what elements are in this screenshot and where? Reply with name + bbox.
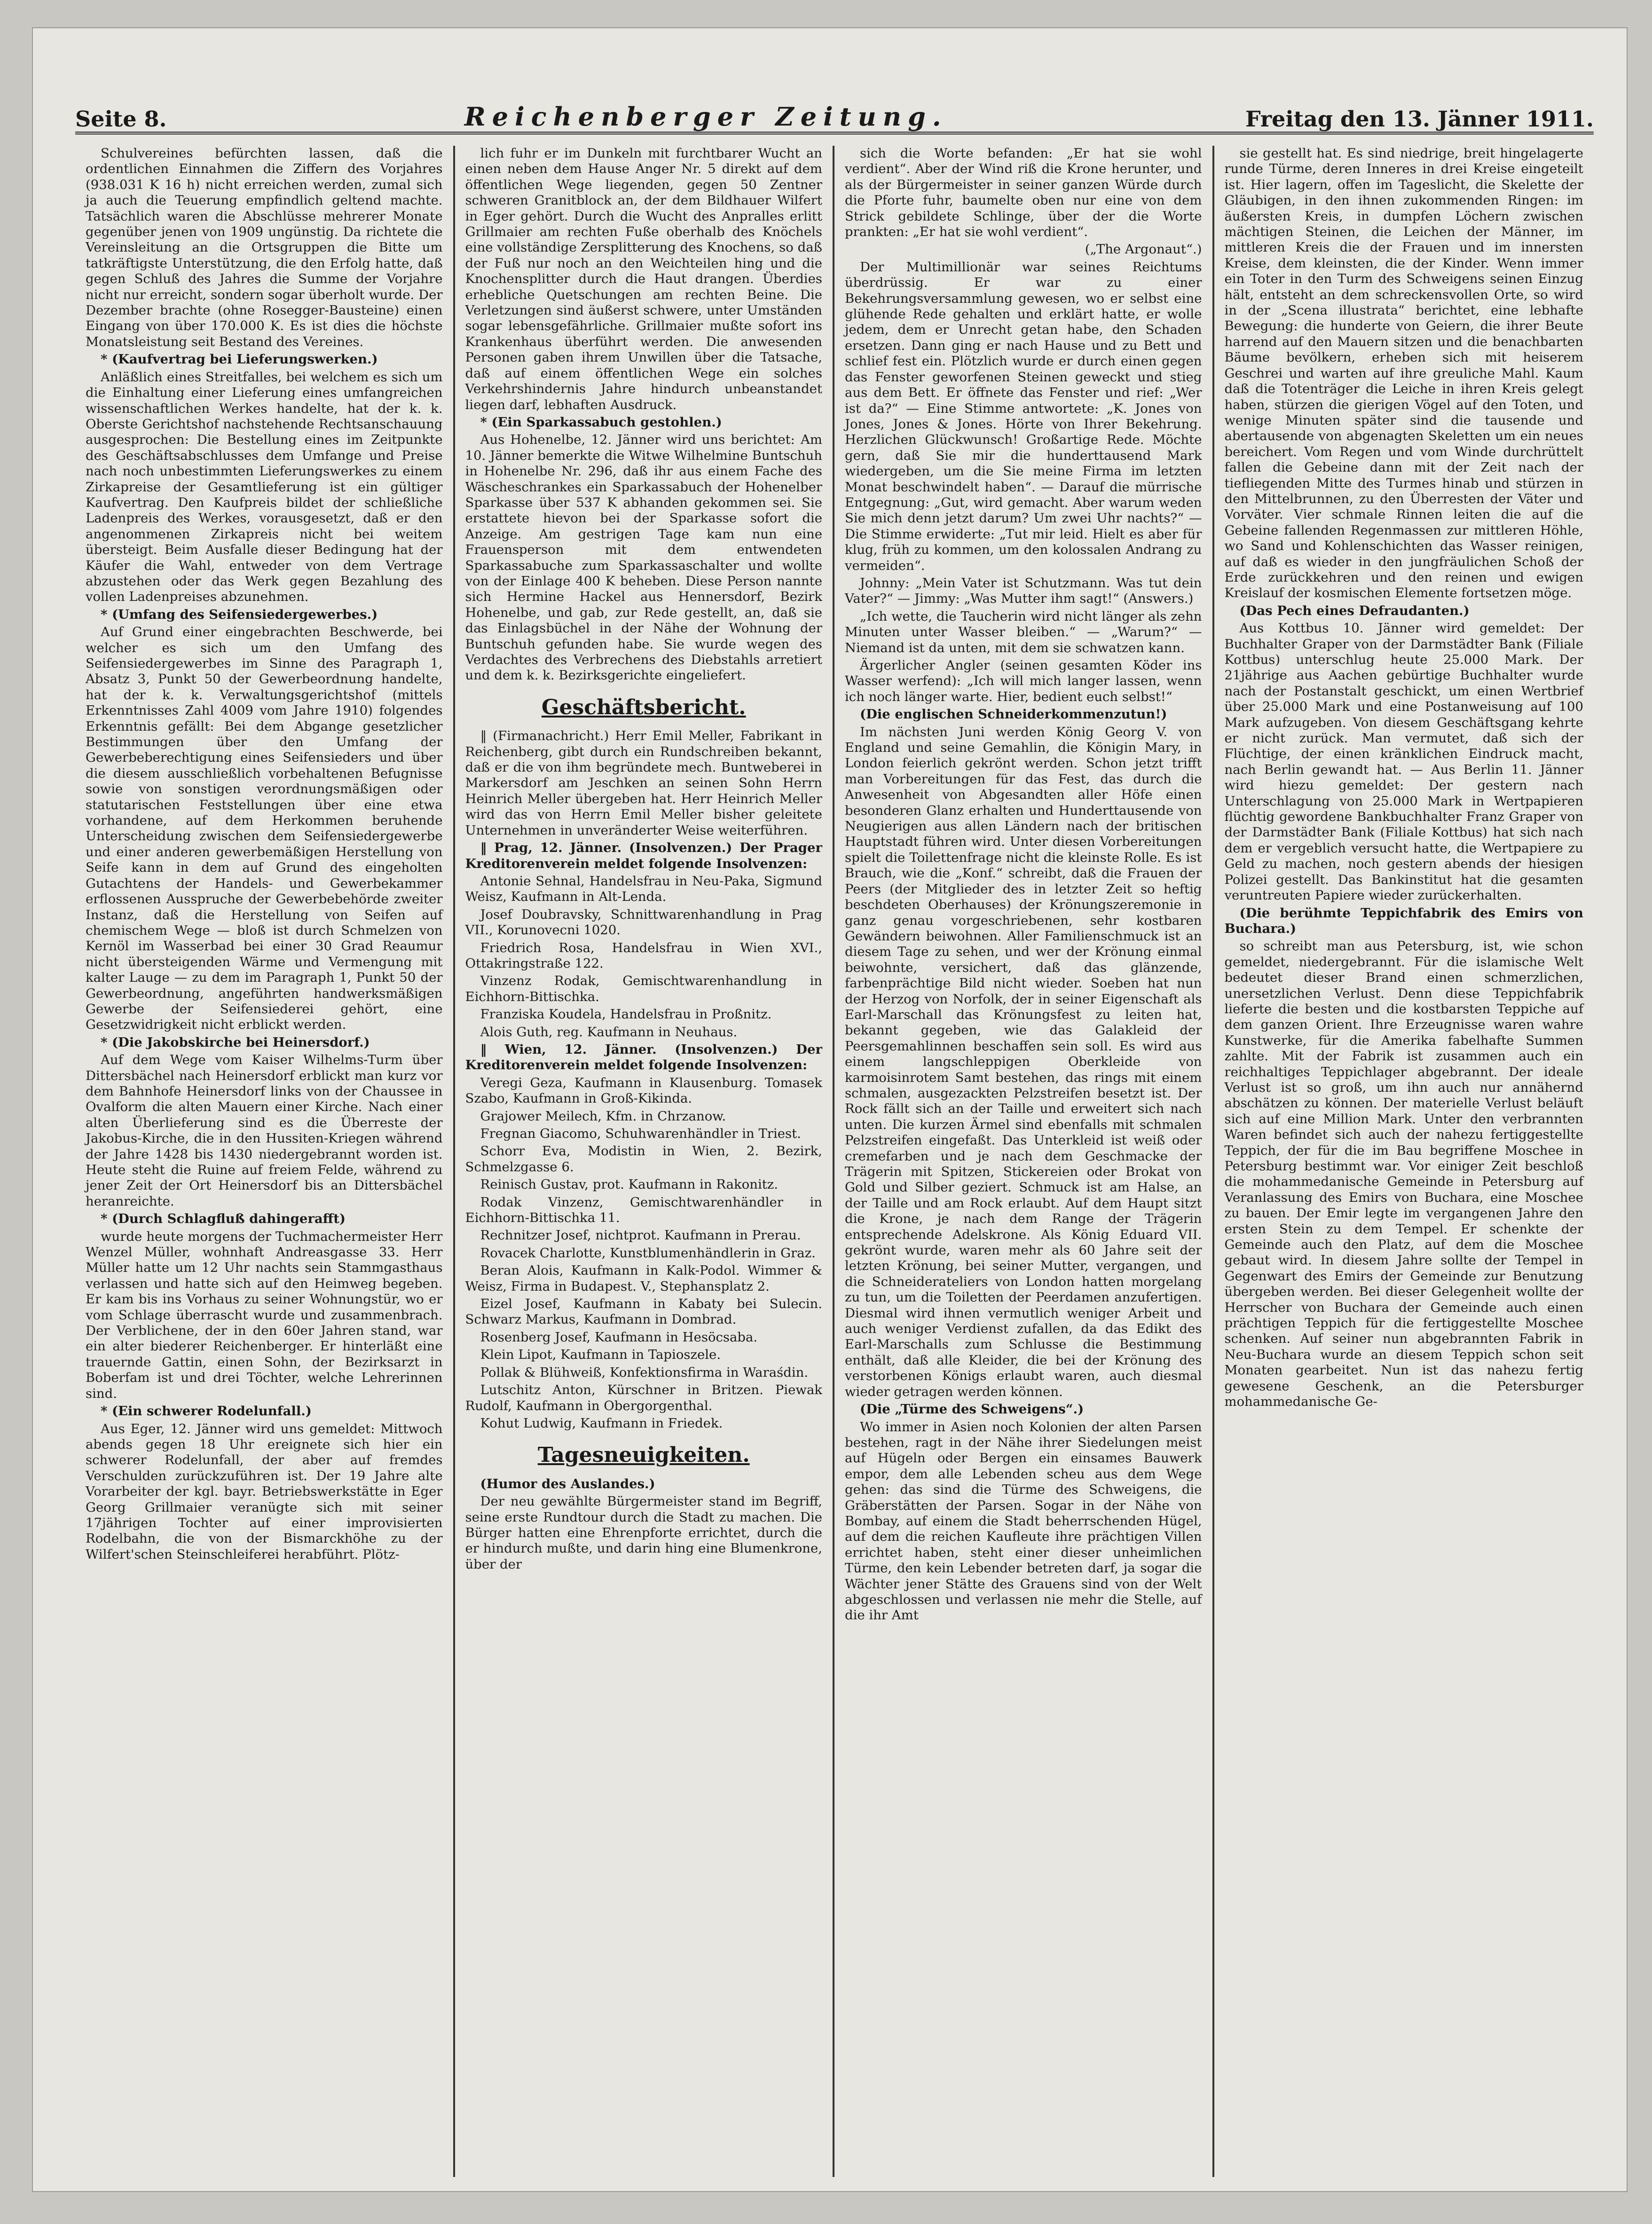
article-heading: * (Ein Sparkassabuch gestohlen.) xyxy=(480,414,722,430)
list-item: Beran Alois, Kaufmann in Kalk-Podol. Wimmer & Weisz, Firma in Budapest. V., Stephansplatz 2. xyxy=(465,1263,822,1294)
article-paragraph: Johnny: „Mein Vater ist Schutzmann. Was tut dein Vater?“ — Jimmy: „Was Mutter ihm sagt!“ (Answers.) xyxy=(845,575,1202,607)
article-paragraph: so schreibt man aus Petersburg, ist, wie schon gemeldet, niedergebrannt. Für die islamische Welt bedeutet dieser Brand einen schmerzlichen, unersetzlichen Verlust. Denn diese Teppichfabrik lieferte die besten und die kostbarsten Teppiche auf dem ganzen Orient. Ihre Erzeugnisse waren wahre Kunstwerke, für die Amerika fabelhafte Summen zahlte. Mit der Fabrik ist zusammen auch ein reichhaltiges Teppichlager abgebrannt. Der ideale Verlust ist so groß, um ihn auch nur annähernd abschätzen zu können. Der materielle Verlust beläuft sich auf eine Million Mark. Unter den verbrannten Waren befindet sich auch der nahezu fertiggestellte Teppich, der für die im Bau begriffene Moschee in Petersburg bestimmt war. Vor einiger Zeit beschloß die mohammedanische Gemeinde in Petersburg auf Veranlassung des Emirs von Buchara, eine Moschee zu bauen. Der Emir legte im vergangenen Jahre den ersten Stein zu dem Tempel. Er schenkte der Gemeinde auch den Platz, auf dem die Moschee gebaut wird. In diesem Jahre sollte der Tempel in Gegenwart des Emirs der Gemeinde zur Benutzung übergeben werden. Bei dieser Gelegenheit wollte der Herrscher von Buchara der Gemeinde auch einen prächtigen Teppich für die fertiggestellte Moschee schenken. Auf seiner nun abgebrannten Fabrik in Neu-Buchara wurde an diesem Teppich schon seit Monaten gearbeitet. Nun ist das nahezu fertig gewesene Geschenk, an die Petersburger mohammedanische Ge- xyxy=(1224,938,1583,1410)
article-paragraph: Aus Kottbus 10. Jänner wird gemeldet: Der Buchhalter Graper von der Darmstädter Bank (Filiale Kottbus) unterschlug heute 25.000 Mark. Der 21jährige aus Aachen gebürtige Buchhalter wurde nach der Postanstalt geschickt, um einen Wertbrief über 25.000 Mark und eine Postanweisung auf 100 Mark aufzugeben. Von diesem Geschäftsgang kehrte er nicht zurück. Man vermutet, daß sich der Flüchtige, der einen kränklichen Eindruck macht, nach Berlin gewandt hat. — Aus Berlin 11. Jänner wird hiezu gemeldet: Der gestern nach Unterschlagung von 25.000 Mark in Wertpapieren flüchtig gewordene Bankbuchhalter Franz Graper von der Darmstädter Bank (Filiale Kottbus) hat sich nach dem er vergeblich versucht hatte, die Wertpapiere zu Geld zu machen, noch gestern abends der hiesigen Polizei gestellt. Das Bankinstitut hat die gesamten veruntreuten Papiere wieder zurückerhalten. xyxy=(1224,621,1583,903)
article-heading: * (Die Jakobskirche bei Heinersdorf.) xyxy=(101,1034,370,1050)
article-heading: (Das Pech eines Defraudanten.) xyxy=(1239,603,1470,618)
article-paragraph: Im nächsten Juni werden König Georg V. von England und seine Gemahlin, die Königin Mary, in London feierlich gekrönt werden. Schon jetzt trifft man Vorbereitungen für das Fest, das durch die Anwesenheit von Abgesandten aller Höfe einen besonderen Glanz erhalten und Hunderttausende von Neugierigen aus allen Ländern nach der britischen Hauptstadt führen wird. Unter diesen Vorbereitungen spielt die Toilettenfrage nicht die kleinste Rolle. Es ist Brauch, wie die „Konf.“ schreibt, daß die Frauen der Peers (der Mitglieder des in letzter Zeit so heftig beschdeten Oberhauses) der Krönungszeremonie in ganz genau vorgeschriebenen, sehr kostbaren Gewändern beiwohnen. Aller Familienschmuck ist an diesem Tage zu sehen, und wer der Krönung einmal beiwohnte, versichert, daß das glänzende, farbenprächtige Bild nicht wieder. Soeben hat nun der Herzog von Norfolk, der in seiner Eigenschaft als Earl-Marschall das Krönungsfest zu leiten hat, bekannt gegeben, wie das Galakleid der Peersgemahlinnen beschaffen sein soll. Es wird aus einem langschleppigen Oberkleide von karmoisinrotem Samt bestehen, das rings mit einem schmalen, ausgezackten Pelzstreifen besetzt ist. Der Rock fällt sich an der Taille und erweitert sich nach unten. Die kurzen Ärmel sind ebenfalls mit schmalen Pelzstreifen eingefaßt. Das Unterkleid ist weiß oder cremefarben und je nach dem Geschmacke der Trägerin mit Spitzen, Stickereien oder Brokat von Gold und Silber geziert. Schmuck ist am Halse, an der Taille und am Rock erlaubt. Auf dem Haupt sitzt die Krone, je nach dem Range der Trägerin entsprechende Adelskrone. Als König Eduard VII. gekrönt wurde, waren mehr als 60 Jahre seit der letzten Krönung, bei seiner Mutter, vergangen, und die Schneiderateliers von London hatten morgelang zu tun, um die Toiletten der Peerdamen anzufertigen. Diesmal wird ihnen vermutlich weniger Arbeit und auch weniger Verdienst zufallen, da das Edikt des Earl-Marschalls zum Schlusse die Bestimmung enthält, daß alle Kleider, die bei der Krönung des verstorbenen Königs erlaubt waren, auch diesmal wieder getragen werden können. xyxy=(845,724,1202,1399)
page-number: Seite 8. xyxy=(75,106,167,132)
article-paragraph: ‖ (Firmanachricht.) Herr Emil Meller, Fabrikant in Reichenberg, gibt durch ein Rundschreiben bekannt, daß er die von ihm begründete mech. Buntweberei in Markersdorf am Jeschken an seinen Sohn Herrn Heinrich Meller übergeben hat. Herr Heinrich Meller wird das von Herrn Emil Meller bisher geleitete Unternehmen in unveränderter Weise weiterführen. xyxy=(465,728,822,838)
list-item: Antonie Sehnal, Handelsfrau in Neu-Paka, Sigmund Weisz, Kaufmann in Alt-Lenda. xyxy=(465,873,822,905)
list-item: Friedrich Rosa, Handelsfrau in Wien XVI., Ottakringstraße 122. xyxy=(465,940,822,971)
article-paragraph: Aus Eger, 12. Jänner wird uns gemeldet: Mittwoch abends gegen 18 Uhr ereignete sich hier ein schwerer Rodelunfall, der aber auf fremdes Verschulden zurückzuführen ist. Der 19 Jahre alte Vorarbeiter der kgl. bayr. Betriebswerkstätte in Eger Georg Grillmaier veranügte sich mit seiner 17jährigen Tochter auf einer improvisierten Rodelbahn, die von der Bismarckhöhe zu der Wilfert'schen Steinschleiferei herabführt. Plötz- xyxy=(86,1421,443,1562)
article-heading: * (Ein schwerer Rodelunfall.) xyxy=(101,1404,312,1419)
list-item: Eizel Josef, Kaufmann in Kabaty bei Sulecin. Schwarz Markus, Kaufmann in Dombrad. xyxy=(465,1296,822,1327)
article-paragraph: Anläßlich eines Streitfalles, bei welchem es sich um die Einhaltung einer Lieferung eines umfangreichen wissenschaftlichen Werkes handelte, hat der k. k. Oberste Gerichtshof nachstehende Rechtsanschauung ausgesprochen: Die Bestellung eines im Zeitpunkte des Geschäftsabschlusses dem Umfange und Preise nach noch unbestimmten Lieferungswerkes zu einem Zirkapreise der Gesamtlieferung ist ein gültiger Kaufvertrag. Den Kaufpreis bildet der schließliche Ladenpreis des Werkes, vorausgesetzt, daß er den angenommenen Zirkapreis nicht bei weitem übersteigt. Beim Ausfalle dieser Bedingung hat der Käufer die Wahl, entweder von dem Vertrage abzustehen oder das Werk gegen Bezahlung des vollen Ladenpreises abzunehmen. xyxy=(86,369,443,605)
text-columns xyxy=(75,146,1594,2177)
newspaper-title: Reichenberger Zeitung. xyxy=(464,102,948,132)
list-item: Vinzenz Rodak, Gemischtwarenhandlung in Eichhorn-Bittischka. xyxy=(465,973,822,1004)
article-heading: * (Umfang des Seifensiedergewerbes.) xyxy=(101,607,378,622)
list-item: Pollak & Blühweiß, Konfektionsfirma in Waraśdin. xyxy=(480,1364,809,1380)
list-item: Reinisch Gustav, prot. Kaufmann in Rakonitz. xyxy=(480,1177,779,1192)
issue-date: Freitag den 13. Jänner 1911. xyxy=(1245,106,1594,132)
article-heading: (Die englischen Schneiderkommenzutun!) xyxy=(860,707,1167,722)
list-item: Josef Doubravsky, Schnittwarenhandlung in Prag VII., Korunovecni 1020. xyxy=(465,907,822,938)
article-heading: * (Durch Schlagfluß dahingerafft) xyxy=(101,1211,346,1227)
section-heading: Geschäftsbericht. xyxy=(541,695,746,719)
article-paragraph: Wo immer in Asien noch Kolonien der alten Parsen bestehen, ragt in der Nähe ihrer Siedelungen meist auf Hügeln oder Bergen ein einsames Bauwerk empor, dem alle Lebenden scheu aus dem Wege gehen: das sind die Türme des Schweigens, die Gräberstätten der Parsen. Sogar in der Nähe von Bombay, auf einem die Stadt beherrschenden Hügel, auf dem die reichen Kaufleute ihre prächtigen Villen errichtet haben, steht einer dieser unheimlichen Türme, den kein Lebender betreten darf, ja sogar die Wächter jener Stätte des Grauens sind von der Welt abgeschlossen und verlassen nie mehr die Stelle, auf die ihr Amt xyxy=(845,1419,1202,1623)
list-item: Rosenberg Josef, Kaufmann in Hesöcsaba. xyxy=(480,1329,758,1345)
article-paragraph: „Ich wette, die Taucherin wird nicht länger als zehn Minuten unter Wasser bleiben.“ — „Warum?“ — Niemand ist da unten, mit dem sie schwatzen kann. xyxy=(845,608,1202,655)
article-paragraph: lich fuhr er im Dunkeln mit furchtbarer Wucht an einen neben dem Hause Anger Nr. 5 direkt auf dem öffentlichen Wege liegenden, gegen 50 Zentner schweren Granitblock an, der dem Bildhauer Wilfert in Eger gehört. Durch die Wucht des Anpralles erlitt Grillmaier am rechten Fuße oberhalb des Knöchels eine vollständige Zersplitterung des Knochens, so daß der Fuß nur noch an den Weichteilen hing und die Knochensplitter durch die Haut drangen. Überdies erhebliche Quetschungen am rechten Beine. Die Verletzungen sind äußerst schwere, unter Umständen sogar lebensgefährliche. Grillmaier mußte sofort ins Krankenhaus überführt werden. Die anwesenden Personen gaben ihrem Unwillen über die Tatsache, daß auf einem öffentlichen Wege ein solches Verkehrshindernis Jahre hindurch unbeanstandet liegen darf, lebhaften Ausdruck. xyxy=(465,146,822,412)
list-item: Veregi Geza, Kaufmann in Klausenburg. Tomasek Szabo, Kaufmann in Groß-Kikinda. xyxy=(465,1075,822,1106)
column-3 xyxy=(834,146,1214,2177)
masthead xyxy=(75,94,1594,134)
list-item: Fregnan Giacomo, Schuhwarenhändler in Triest. xyxy=(480,1126,801,1142)
article-paragraph: Der neu gewählte Bürgermeister stand im Begriff, seine erste Rundtour durch die Stadt zu machen. Die Bürger hatten eine Ehrenpforte errichtet, durch die er hindurch mußte, und darin hing eine Blumenkrone, über der xyxy=(465,1494,822,1572)
column-1 xyxy=(75,146,455,2177)
list-item: Grajower Meilech, Kfm. in Chrzanow. xyxy=(480,1108,726,1124)
article-paragraph: sich die Worte befanden: „Er hat sie wohl verdient“. Aber der Wind riß die Krone herunter, und als der Bürgermeister in seiner ganzen Würde durch die Pforte fuhr, baumelte oben nur eine von dem Strick gebildete Schlinge, über der die Worte prankten: „Er hat sie wohl verdient“. xyxy=(845,146,1202,240)
list-item: Lutschitz Anton, Kürschner in Britzen. Piewak Rudolf, Kaufmann in Obergorgenthal. xyxy=(465,1382,822,1413)
list-item: Rodak Vinzenz, Gemischtwarenhändler in Eichhorn-Bittischka 11. xyxy=(465,1194,822,1226)
article-paragraph: wurde heute morgens der Tuchmachermeister Herr Wenzel Müller, wohnhaft Andreasgasse 33. Herr Müller hatte um 12 Uhr nachts sein Stammgasthaus verlassen und hatte sich auf den Heimweg begeben. Er kam bis ins Vorhaus zu seiner Wohnungstür, wo er vom Schlage überrascht wurde und zusammenbrach. Der Verblichene, der in den 60er Jahren stand, war ein alter biederer Reichenberger. Er hinterläßt eine trauernde Gattin, einen Sohn, der Bezirksarzt in Boberfam ist und drei Töchter, welche Lehrerinnen sind. xyxy=(86,1229,443,1401)
article-paragraph: Auf Grund einer eingebrachten Beschwerde, bei welcher es sich um den Umfang des Seifensiedergewerbes im Sinne des Paragraph 1, Absatz 3, Punkt 50 der Gewerbeordnung handelte, hat der k. k. Verwaltungsgerichtshof (mittels Erkenntnisses Zahl 4009 vom Jahre 1910) folgendes Erkenntnis gefällt: Bei dem Abgange gesetzlicher Bestimmungen über den Umfang der Gewerbeberechtigung eines Seifensieders und über die diesem ausschließlich vorbehaltenen Befugnisse sowie von sonstigen verordnungsmäßigen oder statutarischen Feststellungen über eine etwa vorhandene, auf dem Herkommen beruhende Unterscheidung zwischen dem Seifensiedergewerbe und einer anderen gewerbemäßigen Herstellung von Seife kann in dem auf Grund des eingeholten Gutachtens der Handels- und Gewerbekammer erflossenen Ausspruche der Gewerbebehörde zweiter Instanz, daß die Herstellung von Seifen auf chemischem Wege — bloß ist durch Schmelzen von Kernöl im Wasserbad bei einer 30 Grad Reaumur nicht übersteigenden Wärme und Vermengung mit kalter Lauge — zu dem im Paragraph 1, Punkt 50 der Gewerbeordnung, angeführten handwerksmäßigen Gewerbe der Seifensiederei gehört, eine Gesetzwidrigkeit nicht erblickt werden. xyxy=(86,624,443,1033)
article-paragraph: sie gestellt hat. Es sind niedrige, breit hingelagerte runde Türme, deren Inneres in drei Kreise eingeteilt ist. Hier lagern, offen im Tageslicht, die Skelette der Gläubigen, in den ihnen zukommenden Ringen: im äußersten Kreis, in dumpfen Löchern zwischen mächtigen Steinen, die Leichen der Männer, im mittleren Kreis die der Frauen und im innersten Kreise, dem kleinsten, die der Kinder. Wenn immer ein Toter in den Turm des Schweigens seinen Einzug hält, entsteht an dem schreckensvollen Orte, so wird in der „Scena illustrata“ berichtet, eine lebhafte Bewegung: die hunderte von Geiern, die ihrer Beute harrend auf den Mauern sitzen und die benachbarten Bäume bevölkern, erheben sich mit heiserem Geschrei und warten auf ihre greuliche Mahl. Kaum daß die Totenträger die Leiche in ihren Kreis gelegt haben, stürzen die gierigen Vögel auf den Toten, und wenige Minuten später sind die tausende und abertausende von abgenagten Skeletten um ein neues bereichert. Vom Regen und vom Winde durchrüttelt fallen die Gebeine dann mit der Zeit nach der tiefliegenden Mitte des Turmes hinab und stürzen in den Mittelbrunnen, zu den Überresten der Väter und Vorväter. Vier schmale Rinnen leiten die auf die Gebeine fallenden Regenmassen zur mittleren Höhle, wo Sand und Kohlenschichten das Wasser reinigen, auf daß es wieder in den jungfräulichen Schoß der Erde zurückkehren und den reinen und ewigen Kreislauf der kosmischen Elemente fortsetzen möge. xyxy=(1224,146,1583,601)
column-4 xyxy=(1214,146,1594,2177)
article-paragraph: Auf dem Wege vom Kaiser Wilhelms-Turm über Dittersbächel nach Heinersdorf erblickt man kurz vor dem Bahnhofe Heinersdorf links von der Chaussee in Ovalform die alten Mauern einer Kirche. Nach einer alten Überlieferung sind es die Überreste der Jakobus-Kirche, die in den Hussiten-Kriegen während der Jahre 1428 bis 1430 niedergebrannt worden ist. Heute steht die Ruine auf freiem Felde, während zu jener Zeit der Ort Heinersdorf bis an Dittersbächel heranreichte. xyxy=(86,1052,443,1209)
list-item: Kohut Ludwig, Kaufmann in Friedek. xyxy=(480,1415,723,1431)
list-item: Franziska Koudela, Handelsfrau in Proßnitz. xyxy=(480,1007,772,1022)
section-heading: Tagesneuigkeiten. xyxy=(537,1443,750,1467)
article-paragraph: ‖ Wien, 12. Jänner. (Insolvenzen.) Der Kreditorenverein meldet folgende Insolvenzen: xyxy=(465,1041,822,1073)
newspaper-page xyxy=(33,28,1627,2191)
article-heading: (Die berühmte Teppichfabrik des Emirs von Buchara.) xyxy=(1224,905,1583,936)
article-paragraph: Der Multimillionär war seines Reichtums überdrüssig. Er war zu einer Bekehrungsversammlung gewesen, wo er selbst eine glühende Rede gehalten und erklärt hatte, er wolle jedem, dem er Unrecht getan habe, den Schaden ersetzen. Dann ging er nach Hause und zu Bett und schlief fest ein. Plötzlich wurde er durch einen gegen das Fenster geworfenen Steinen geweckt und stieg aus dem Bett. Er öffnete das Fenster und rief: „Wer ist da?“ — Eine Stimme antwortete: „K. Jones von Jones, Jones & Jones. Hörte von Ihrer Bekehrung. Herzlichen Glückwunsch! Großartige Rede. Möchte gern, daß Sie mir die hunderttausend Mark wiedergeben, um die Sie meine Firma im letzten Monat beschwindelt haben“. — Darauf die mürrische Entgegnung: „Gut, wird gemacht. Aber warum weden Sie mich denn jetzt darum? Um zwei Uhr nachts?“ — Die Stimme erwiderte: „Tut mir leid. Hielt es aber für klug, früh zu kommen, um den kolossalen Andrang zu vermeiden“. xyxy=(845,259,1202,573)
list-item: Rechnitzer Josef, nichtprot. Kaufmann in Prerau. xyxy=(480,1228,801,1243)
article-paragraph: ‖ Prag, 12. Jänner. (Insolvenzen.) Der Prager Kreditorenverein meldet folgende Insolvenzen: xyxy=(465,840,822,871)
source-credit: („The Argonaut“.) xyxy=(1085,242,1202,257)
article-paragraph: Aus Hohenelbe, 12. Jänner wird uns berichtet: Am 10. Jänner bemerkte die Witwe Wilhelmine Buntschuh in Hohenelbe Nr. 296, daß ihr aus einem Fache des Wäscheschrankes ein Sparkassabuch der Hohenelber Sparkasse über 537 K abhanden gekommen sei. Sie erstattete hievon bei der Sparkasse sofort die Anzeige. Am gestrigen Tage kam nun eine Frauensperson mit dem entwendeten Sparkassabuche zum Sparkassaschalter und wollte von der Einlage 400 K beheben. Diese Person nannte sich Hermine Hackel aus Hennersdorf, Bezirk Hohenelbe, und gab, zur Rede gestellt, an, daß sie das Einlagsbüchel in der Nähe der Wohnung der Buntschuh gefunden habe. Sie wurde wegen des Verdachtes des Verbrechens des Diebstahls arretiert und dem k. k. Bezirksgerichte eingeliefert. xyxy=(465,432,822,683)
article-paragraph: Ärgerlicher Angler (seinen gesamten Köder ins Wasser werfend): „Ich will mich langer lassen, wenn ich noch länger warte. Hier, bedient euch selbst!“ xyxy=(845,658,1202,704)
list-item: Alois Guth, reg. Kaufmann in Neuhaus. xyxy=(480,1024,738,1040)
list-item: Klein Lipot, Kaufmann in Tapioszele. xyxy=(480,1347,721,1363)
list-item: Schorr Eva, Modistin in Wien, 2. Bezirk, Schmelzgasse 6. xyxy=(465,1144,822,1175)
list-item: Rovacek Charlotte, Kunstblumenhändlerin in Graz. xyxy=(480,1245,816,1261)
article-heading: (Die „Türme des Schweigens“.) xyxy=(860,1402,1084,1417)
column-2 xyxy=(455,146,835,2177)
article-heading: (Humor des Auslandes.) xyxy=(480,1476,655,1491)
article-paragraph: Schulvereines befürchten lassen, daß die ordentlichen Einnahmen die Ziffern des Vorjahres (938.031 K 16 h) nicht erreichen werden, zumal sich ja auch die Teuerung empfindlich geltend machte. Tatsächlich waren die Abschlüsse mehrerer Monate gegenüber jenen von 1909 ungünstig. Da richtete die Vereinsleitung an die Ortsgruppen die Bitte um tatkräftigste Unterstützung, die den Erfolg hatte, daß gegen Schluß des Jahres die Summe der Vorjahre nicht nur erreicht, sondern sogar überholt wurde. Der Dezember brachte (ohne Rosegger-Bausteine) einen Eingang von über 170.000 K. Es ist dies die höchste Monatsleistung seit Bestand des Vereines. xyxy=(86,146,443,349)
article-heading: * (Kaufvertrag bei Lieferungswerken.) xyxy=(101,352,378,367)
